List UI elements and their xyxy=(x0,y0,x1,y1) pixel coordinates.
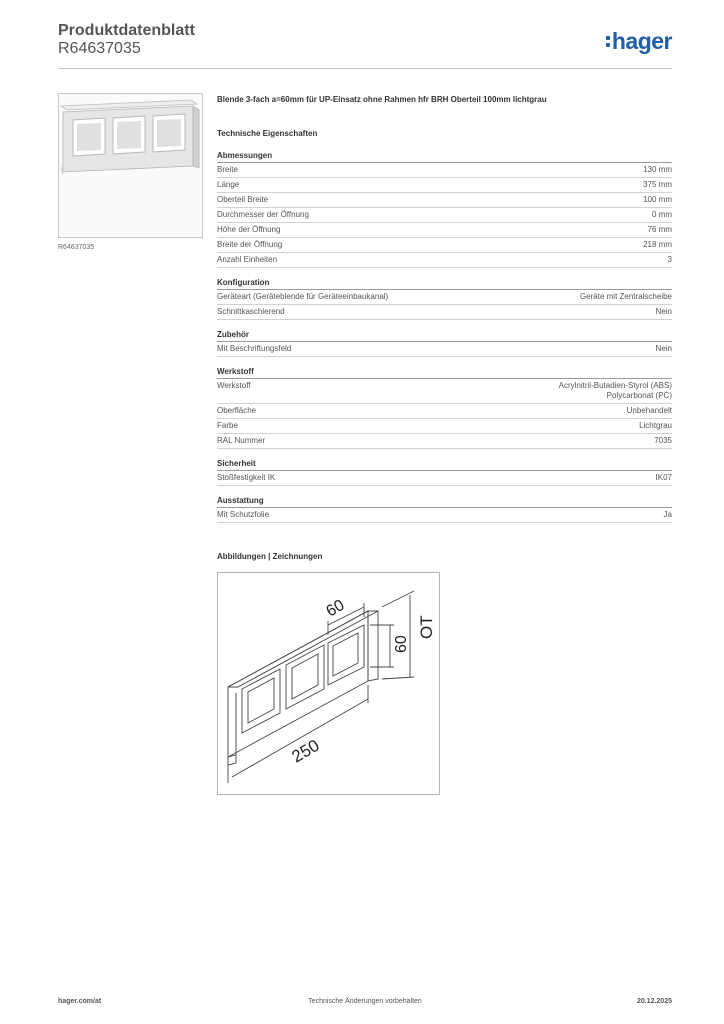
section-title: Abmessungen xyxy=(217,151,672,163)
dim-opening-width-label: 60 xyxy=(323,596,348,621)
section-werkstoff xyxy=(217,367,672,449)
property-value: Nein xyxy=(655,307,672,316)
property-value: Ja xyxy=(663,510,672,519)
property-label: Stoßfestigkeit IK xyxy=(217,473,276,482)
property-row xyxy=(217,434,672,449)
property-row xyxy=(217,379,672,404)
property-label: Geräteart (Geräteblende für Geräteeinbaukanal) xyxy=(217,292,389,301)
property-row xyxy=(217,404,672,419)
property-row xyxy=(217,305,672,320)
dim-top-label: OT xyxy=(417,615,436,639)
section-title: Konfiguration xyxy=(217,278,672,290)
property-value: 76 mm xyxy=(647,225,672,234)
property-value: 375 mm xyxy=(643,180,672,189)
property-value: Acrylnitril-Butadien-Styrol (ABS) Polycarbonat (PC) xyxy=(558,381,672,400)
property-label: Anzahl Einheiten xyxy=(217,255,278,264)
property-label: Mit Schutzfolie xyxy=(217,510,270,519)
page-title: Produktdatenblatt xyxy=(58,22,195,39)
product-image xyxy=(58,93,203,238)
property-row xyxy=(217,253,672,268)
property-row xyxy=(217,193,672,208)
article-number: R64637035 xyxy=(58,40,141,57)
properties-panel xyxy=(217,95,672,533)
section-abmessungen xyxy=(217,151,672,268)
section-title: Ausstattung xyxy=(217,496,672,508)
property-label: Höhe der Öffnung xyxy=(217,225,281,234)
property-value: 218 mm xyxy=(643,240,672,249)
section-title: Werkstoff xyxy=(217,367,672,379)
logo-text: hager xyxy=(611,28,672,54)
property-label: Schnittkaschierend xyxy=(217,307,285,316)
property-row xyxy=(217,223,672,238)
property-label: Oberteil Breite xyxy=(217,195,269,204)
hager-logo xyxy=(606,28,672,55)
property-label: Werkstoff xyxy=(217,381,251,390)
section-title: Sicherheit xyxy=(217,459,672,471)
property-row xyxy=(217,178,672,193)
footer-disclaimer: Technische Änderungen vorbehalten xyxy=(308,998,422,1005)
property-label: RAL Nummer xyxy=(217,436,266,445)
property-label: Länge xyxy=(217,180,240,189)
image-caption: R64637035 xyxy=(58,244,95,251)
technical-drawing xyxy=(217,572,440,795)
product-title: Blende 3-fach a=60mm für UP-Einsatz ohne Rahmen hfr BRH Oberteil 100mm lichtgrau xyxy=(217,95,547,104)
property-row xyxy=(217,471,672,486)
property-value: Lichtgrau xyxy=(639,421,672,430)
section-title: Zubehör xyxy=(217,330,672,342)
property-value: 100 mm xyxy=(643,195,672,204)
page-header xyxy=(58,22,672,69)
property-value: 0 mm xyxy=(652,210,672,219)
property-row xyxy=(217,342,672,357)
property-row xyxy=(217,508,672,523)
logo-dots-icon xyxy=(606,34,610,50)
property-row xyxy=(217,419,672,434)
property-value: Geräte mit Zentralscheibe xyxy=(579,292,672,301)
property-label: Durchmesser der Öffnung xyxy=(217,210,309,219)
property-value: 130 mm xyxy=(643,165,672,174)
section-ausstattung xyxy=(217,496,672,523)
property-row xyxy=(217,163,672,178)
section-konfiguration xyxy=(217,278,672,320)
property-row xyxy=(217,238,672,253)
property-label: Breite der Öffnung xyxy=(217,240,283,249)
property-sections xyxy=(217,151,672,523)
property-row xyxy=(217,208,672,223)
property-label: Oberfläche xyxy=(217,406,257,415)
dimension-drawing xyxy=(218,573,439,794)
dim-opening-height-label: 60 xyxy=(393,635,410,653)
dim-width-label: 250 xyxy=(288,735,323,767)
property-label: Farbe xyxy=(217,421,238,430)
figures-heading: Abbildungen | Zeichnungen xyxy=(217,552,323,561)
property-value: 7035 xyxy=(654,436,672,445)
technical-properties-heading: Technische Eigenschaften xyxy=(217,129,318,138)
property-label: Mit Beschriftungsfeld xyxy=(217,344,292,353)
property-label: Breite xyxy=(217,165,238,174)
property-row xyxy=(217,290,672,305)
footer-date: 20.12.2025 xyxy=(636,998,672,1005)
section-sicherheit xyxy=(217,459,672,486)
property-value: 3 xyxy=(667,255,672,264)
section-zubehör xyxy=(217,330,672,357)
three-gang-frame-icon xyxy=(59,94,202,237)
footer-website-link[interactable]: hager.com/at xyxy=(58,998,102,1005)
property-value: Nein xyxy=(655,344,672,353)
property-value: Unbehandelt xyxy=(626,406,672,415)
property-value: IK07 xyxy=(655,473,672,482)
